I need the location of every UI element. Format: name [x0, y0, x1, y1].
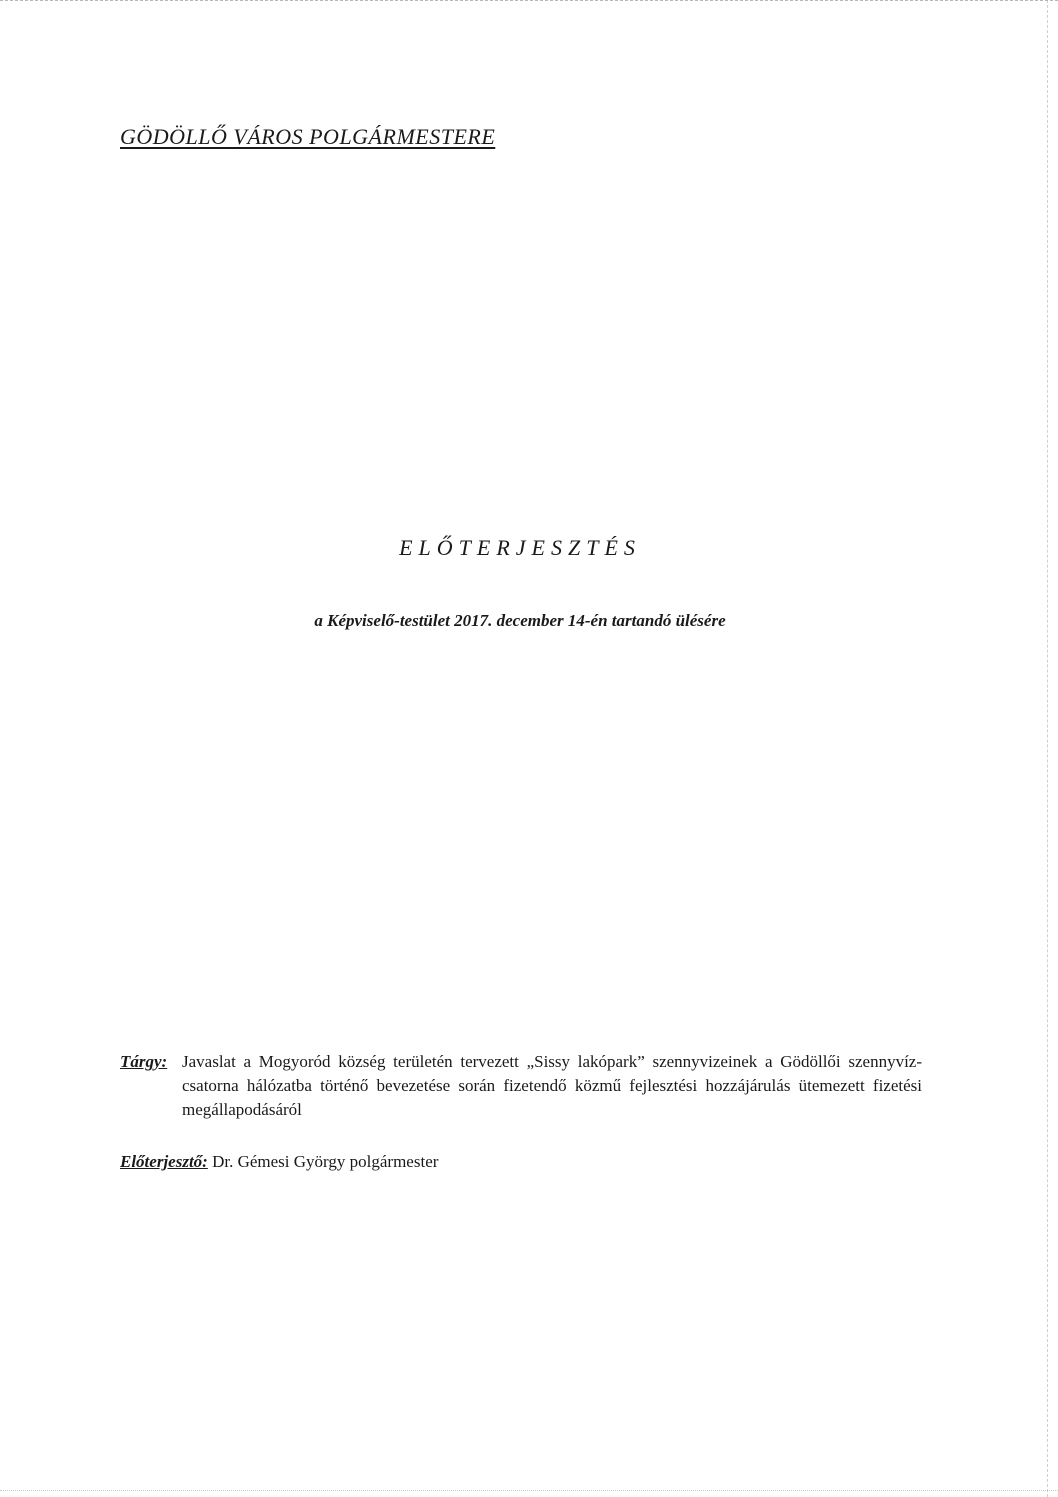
subject-section — [120, 1050, 922, 1122]
scan-edge-top — [0, 0, 1058, 4]
issuer-heading: GÖDÖLLŐ VÁROS POLGÁRMESTERE — [120, 124, 496, 149]
presenter-line — [120, 1152, 438, 1172]
document-subtitle: a Képviselő-testület 2017. december 14-én tartandó ülésére — [314, 611, 726, 630]
presenter-name: Dr. Gémesi György polgármester — [212, 1152, 439, 1171]
presenter-label: Előterjesztő: — [120, 1152, 208, 1171]
scan-edge-right — [1046, 0, 1048, 1497]
subject-label: Tárgy: — [120, 1052, 168, 1071]
subject-text: Javaslat a Mogyoród község területén tervezett „Sissy lakópark” szennyvizeinek a Gödöllői szennyvíz-csatorna hálózatba történő bevezetése során fizetendő közmű fejlesztési hozzájárulás ütemezett fizetési megállapodásáról — [182, 1052, 922, 1119]
document-title: ELŐTERJESZTÉS — [399, 535, 641, 560]
scan-edge-bottom — [0, 1489, 1058, 1491]
